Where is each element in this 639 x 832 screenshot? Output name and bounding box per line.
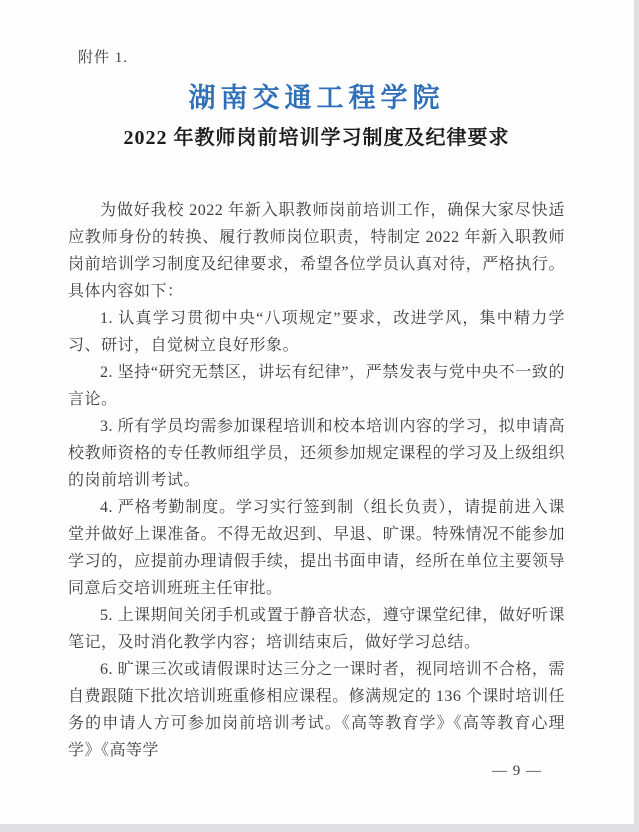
rule-item-4: 4. 严格考勤制度。学习实行签到制（组长负责），请提前进入课堂并做好上课准备。不得无故迟到、早退、旷课。特殊情况不能参加学习的，应提前办理请假手续，提出书面申请，经所在单位主要领导同意后交培训班班主任审批。 <box>68 499 565 597</box>
document-body <box>68 197 565 764</box>
school-name: 湖南交通工程学院 <box>188 83 445 114</box>
document-title: 2022 年教师岗前培训学习制度及纪律要求 <box>123 127 510 149</box>
rule-item-2: 2. 坚持“研究无禁区，讲坛有纪律”，严禁发表与党中央不一致的言论。 <box>68 364 565 408</box>
page-number: — 9 — <box>492 763 542 779</box>
scan-edge-bottom <box>0 824 639 832</box>
intro-paragraph: 为做好我校 2022 年新入职教师岗前培训工作，确保大家尽快适应教师身份的转换、履行教师岗位职责，特制定 2022 年新入职教师岗前培训学习制度及纪律要求，希望各位学员认真对待，严格执行。具体内容如下： <box>68 202 565 300</box>
scan-edge-right <box>634 0 639 832</box>
rule-item-1: 1. 认真学习贯彻中央“八项规定”要求，改进学风，集中精力学习、研讨，自觉树立良好形象。 <box>68 310 565 354</box>
rule-item-5: 5. 上课期间关闭手机或置于静音状态，遵守课堂纪律，做好听课笔记，及时消化教学内容；培训结束后，做好学习总结。 <box>68 607 565 651</box>
attachment-label: 附件 1. <box>78 50 129 66</box>
rule-item-6: 6. 旷课三次或请假课时达三分之一课时者，视同培训不合格，需自费跟随下批次培训班重修相应课程。修满规定的 136 个课时培训任务的申请人方可参加岗前培训考试。《高等教育学》《高等教育心理学》《高等学 <box>68 661 565 759</box>
rule-item-3: 3. 所有学员均需参加课程培训和校本培训内容的学习，拟申请高校教师资格的专任教师组学员，还须参加规定课程的学习及上级组织的岗前培训考试。 <box>68 418 565 489</box>
